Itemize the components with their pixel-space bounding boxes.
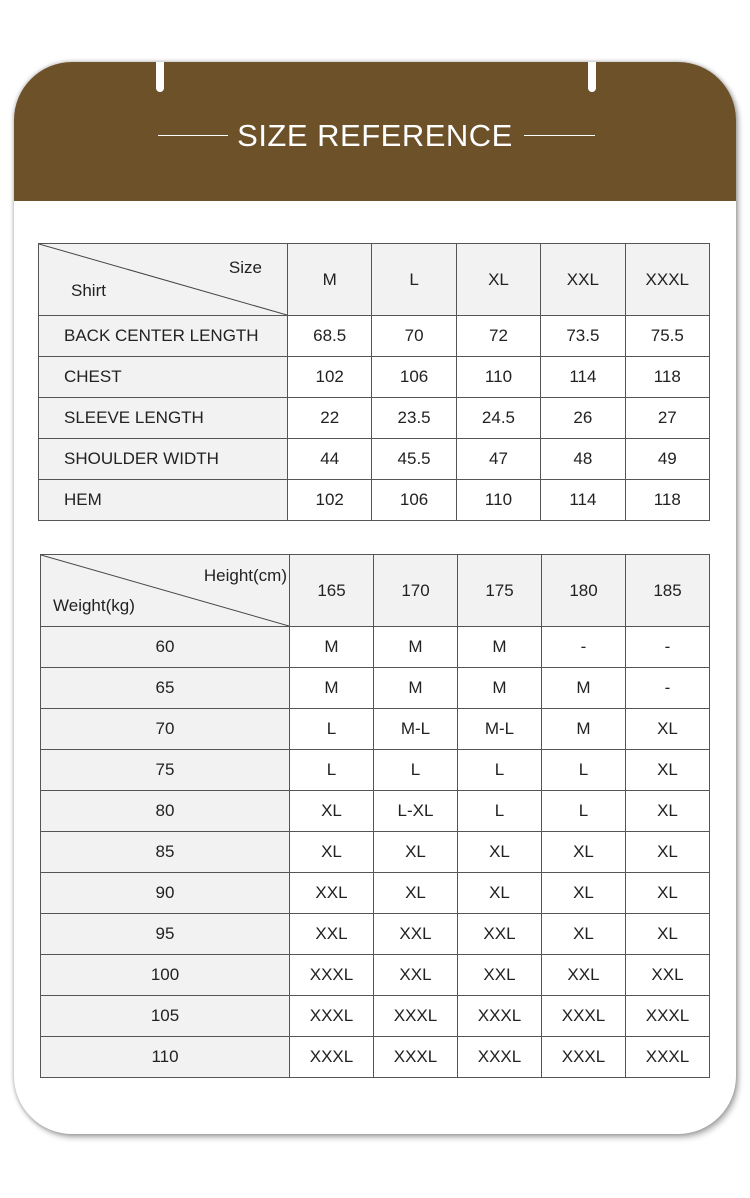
measurement-value: 102 (288, 357, 372, 398)
recommended-size: M (290, 668, 374, 709)
height-header-cell: 170 (374, 555, 458, 627)
size-header-cell: L (372, 244, 456, 316)
recommended-size: XXXL (374, 1037, 458, 1078)
recommended-size: XXXL (374, 996, 458, 1037)
table-row (39, 398, 710, 439)
recommended-size: M (542, 709, 626, 750)
measurement-value: 75.5 (625, 316, 709, 357)
weight-label: 65 (41, 668, 290, 709)
recommended-size: XXXL (290, 1037, 374, 1078)
recommended-size: M-L (374, 709, 458, 750)
height-header-row (41, 555, 710, 627)
recommended-size: - (626, 668, 710, 709)
table-row (39, 357, 710, 398)
measurement-value: 22 (288, 398, 372, 439)
height-header-cell: 185 (626, 555, 710, 627)
measurement-value: 106 (372, 480, 456, 521)
corner-label-height: Height(cm) (203, 566, 287, 585)
measurement-label: SHOULDER WIDTH (39, 439, 288, 480)
recommended-size: XXXL (542, 1037, 626, 1078)
recommended-size: XXXL (458, 1037, 542, 1078)
recommended-size: XL (626, 873, 710, 914)
table-row (39, 439, 710, 480)
weight-label: 60 (41, 627, 290, 668)
recommended-size: XL (626, 914, 710, 955)
recommended-size: XXL (290, 873, 374, 914)
height-header-cell: 175 (458, 555, 542, 627)
height-header-cell: 180 (542, 555, 626, 627)
recommended-size: L-XL (374, 791, 458, 832)
recommended-size: XL (626, 750, 710, 791)
recommended-size: L (374, 750, 458, 791)
recommended-size: XXL (542, 955, 626, 996)
recommended-size: M (374, 627, 458, 668)
measurement-value: 110 (456, 357, 540, 398)
recommended-size: XXL (374, 914, 458, 955)
size-header-cell: XXL (541, 244, 625, 316)
recommended-size: XXL (458, 955, 542, 996)
size-header-row (39, 244, 710, 316)
recommended-size: L (542, 750, 626, 791)
weight-label: 75 (41, 750, 290, 791)
measurement-value: 48 (541, 439, 625, 480)
table-row (41, 1037, 710, 1078)
measurement-value: 45.5 (372, 439, 456, 480)
page-title: SIZE REFERENCE (237, 118, 513, 153)
corner-label-shirt: Shirt (71, 281, 106, 300)
measurement-value: 106 (372, 357, 456, 398)
recommended-size: XL (626, 832, 710, 873)
recommended-size: M-L (458, 709, 542, 750)
measurement-value: 114 (541, 480, 625, 521)
recommended-size: XXL (290, 914, 374, 955)
recommended-size: XL (542, 873, 626, 914)
weight-label: 70 (41, 709, 290, 750)
recommended-size: XL (458, 873, 542, 914)
size-header-cell: XXXL (625, 244, 709, 316)
recommended-size: M (374, 668, 458, 709)
recommended-size: - (542, 627, 626, 668)
corner-diagonal-line (39, 244, 287, 315)
table-corner-cell (39, 244, 288, 316)
recommended-size: XL (626, 791, 710, 832)
recommended-size: XXXL (290, 996, 374, 1037)
measurement-value: 23.5 (372, 398, 456, 439)
table-row (41, 996, 710, 1037)
recommended-size: XL (458, 832, 542, 873)
recommended-size: XXXL (626, 1037, 710, 1078)
table-corner-cell (41, 555, 290, 627)
corner-label-size: Size (228, 258, 262, 277)
recommended-size: M (458, 668, 542, 709)
measurement-value: 70 (372, 316, 456, 357)
recommended-size: XXXL (542, 996, 626, 1037)
hanger-slot-right (588, 62, 596, 92)
measurement-value: 73.5 (541, 316, 625, 357)
size-header-cell: XL (456, 244, 540, 316)
table-row (41, 955, 710, 996)
weight-label: 110 (41, 1037, 290, 1078)
recommended-size: - (626, 627, 710, 668)
height-weight-fit-table (40, 554, 710, 1078)
measurement-value: 49 (625, 439, 709, 480)
table-row (41, 914, 710, 955)
measurement-value: 24.5 (456, 398, 540, 439)
recommended-size: L (458, 750, 542, 791)
recommended-size: XL (542, 832, 626, 873)
recommended-size: XL (374, 832, 458, 873)
recommended-size: XL (374, 873, 458, 914)
measurement-value: 68.5 (288, 316, 372, 357)
height-header-cell: 165 (290, 555, 374, 627)
weight-label: 80 (41, 791, 290, 832)
hanger-slot-left (156, 62, 164, 92)
table-row (41, 873, 710, 914)
weight-label: 85 (41, 832, 290, 873)
measurement-value: 44 (288, 439, 372, 480)
weight-label: 100 (41, 955, 290, 996)
table-row (41, 709, 710, 750)
recommended-size: M (458, 627, 542, 668)
title-banner (14, 62, 736, 201)
corner-label-weight: Weight(kg) (53, 596, 135, 615)
recommended-size: L (458, 791, 542, 832)
recommended-size: L (290, 750, 374, 791)
recommended-size: XL (290, 832, 374, 873)
measurement-value: 118 (625, 480, 709, 521)
garment-measurement-table (38, 243, 710, 521)
recommended-size: XL (626, 709, 710, 750)
measurement-label: CHEST (39, 357, 288, 398)
recommended-size: XXXL (626, 996, 710, 1037)
table-row (41, 791, 710, 832)
table-row (39, 480, 710, 521)
measurement-label: SLEEVE LENGTH (39, 398, 288, 439)
measurement-value: 102 (288, 480, 372, 521)
size-header-cell: M (288, 244, 372, 316)
recommended-size: M (542, 668, 626, 709)
measurement-value: 114 (541, 357, 625, 398)
recommended-size: M (290, 627, 374, 668)
recommended-size: XXL (458, 914, 542, 955)
measurement-label: HEM (39, 480, 288, 521)
measurement-label: BACK CENTER LENGTH (39, 316, 288, 357)
recommended-size: L (542, 791, 626, 832)
weight-label: 95 (41, 914, 290, 955)
weight-label: 90 (41, 873, 290, 914)
recommended-size: XL (542, 914, 626, 955)
table-row (41, 832, 710, 873)
recommended-size: XXXL (290, 955, 374, 996)
table-row (39, 316, 710, 357)
weight-label: 105 (41, 996, 290, 1037)
table-row (41, 750, 710, 791)
recommended-size: XXL (374, 955, 458, 996)
measurement-value: 72 (456, 316, 540, 357)
table-row (41, 668, 710, 709)
measurement-value: 27 (625, 398, 709, 439)
recommended-size: XXL (626, 955, 710, 996)
measurement-value: 118 (625, 357, 709, 398)
recommended-size: XXXL (458, 996, 542, 1037)
table-row (41, 627, 710, 668)
measurement-value: 47 (456, 439, 540, 480)
measurement-value: 110 (456, 480, 540, 521)
measurement-value: 26 (541, 398, 625, 439)
recommended-size: XL (290, 791, 374, 832)
recommended-size: L (290, 709, 374, 750)
